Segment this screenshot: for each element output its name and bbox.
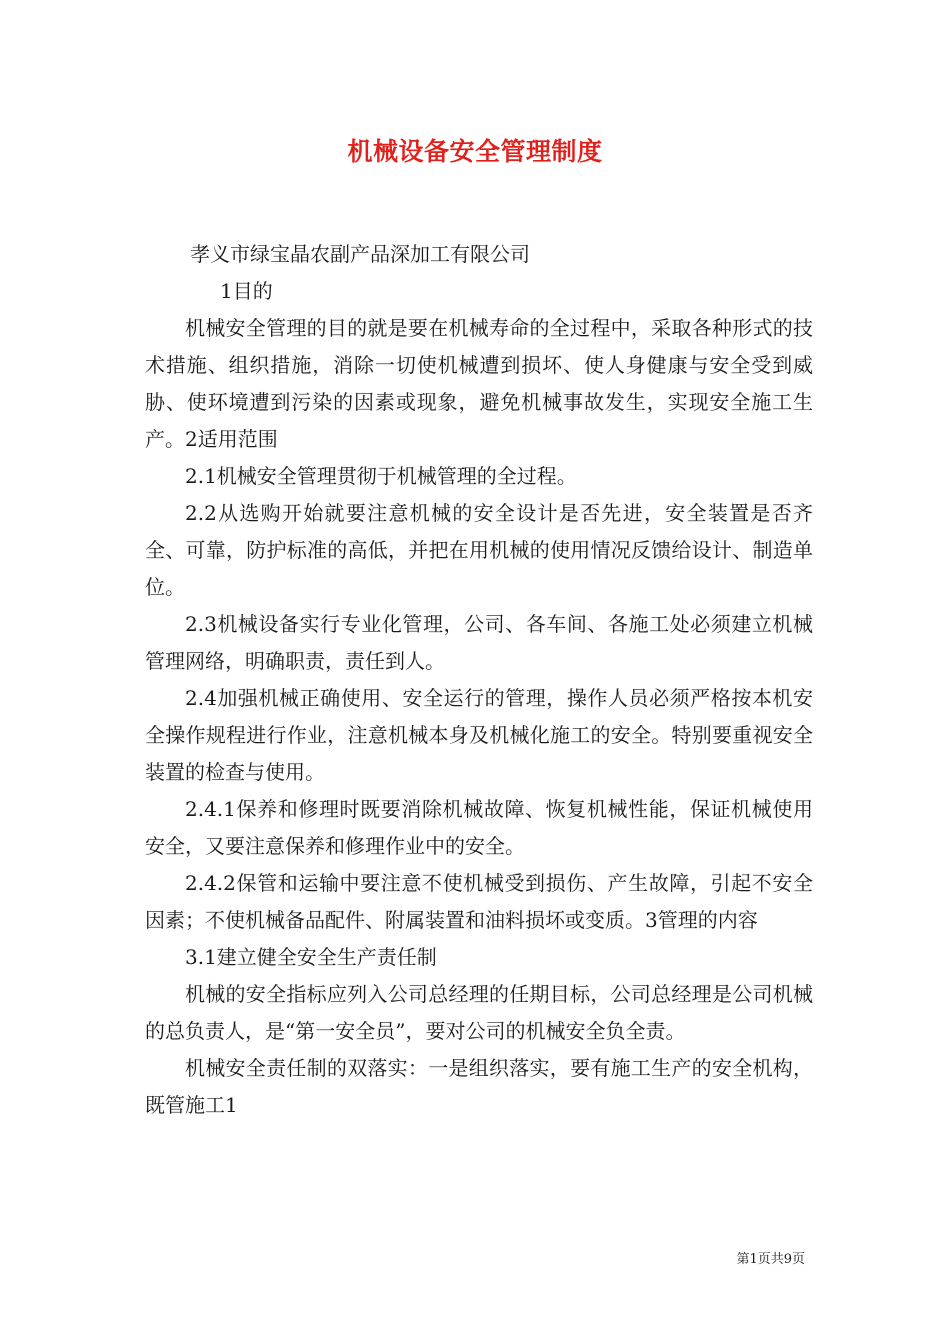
paragraph-7: 2.4.2保管和运输中要注意不使机械受到损伤、产生故障，引起不安全因素；不使机械备品配件、附属装置和油料损坏或变质。3管理的内容 <box>145 871 813 932</box>
paragraph-1: 机械安全管理的目的就是要在机械寿命的全过程中，采取各种形式的技术措施、组织措施，消除一切使机械遭到损坏、使人身健康与安全受到威胁、使环境遭到污染的因素或现象，避免机械事故发生，实现安全施工生产。2适用范围 <box>145 316 813 451</box>
paragraph-3: 2.2从选购开始就要注意机械的安全设计是否先进，安全装置是否齐全、可靠，防护标准的高低，并把在用机械的使用情况反馈给设计、制造单位。 <box>145 501 813 599</box>
section-heading-purpose: 1目的 <box>220 279 273 303</box>
paragraph-10: 机械安全责任制的双落实：一是组织落实，要有施工生产的安全机构，既管施工1 <box>145 1056 813 1117</box>
paragraph-6: 2.4.1保养和修理时既要消除机械故障、恢复机械性能，保证机械使用安全，又要注意保养和修理作业中的安全。 <box>145 797 813 858</box>
page-number-footer: 第1页共9页 <box>736 1252 805 1267</box>
paragraph-8: 3.1建立健全安全生产责任制 <box>185 945 437 969</box>
paragraph-2: 2.1机械安全管理贯彻于机械管理的全过程。 <box>185 464 577 488</box>
document-body <box>145 236 813 1124</box>
paragraph-9: 机械的安全指标应列入公司总经理的任期目标，公司总经理是公司机械的总负责人，是“第一安全员”，要对公司的机械安全负全责。 <box>145 982 813 1043</box>
company-name: 孝义市绿宝晶农副产品深加工有限公司 <box>190 242 530 266</box>
document-title: 机械设备安全管理制度 <box>347 137 603 166</box>
paragraph-4: 2.3机械设备实行专业化管理，公司、各车间、各施工处必须建立机械管理网络，明确职责，责任到人。 <box>145 612 813 673</box>
paragraph-5: 2.4加强机械正确使用、安全运行的管理，操作人员必须严格按本机安全操作规程进行作业，注意机械本身及机械化施工的安全。特别要重视安全装置的检查与使用。 <box>145 686 813 784</box>
